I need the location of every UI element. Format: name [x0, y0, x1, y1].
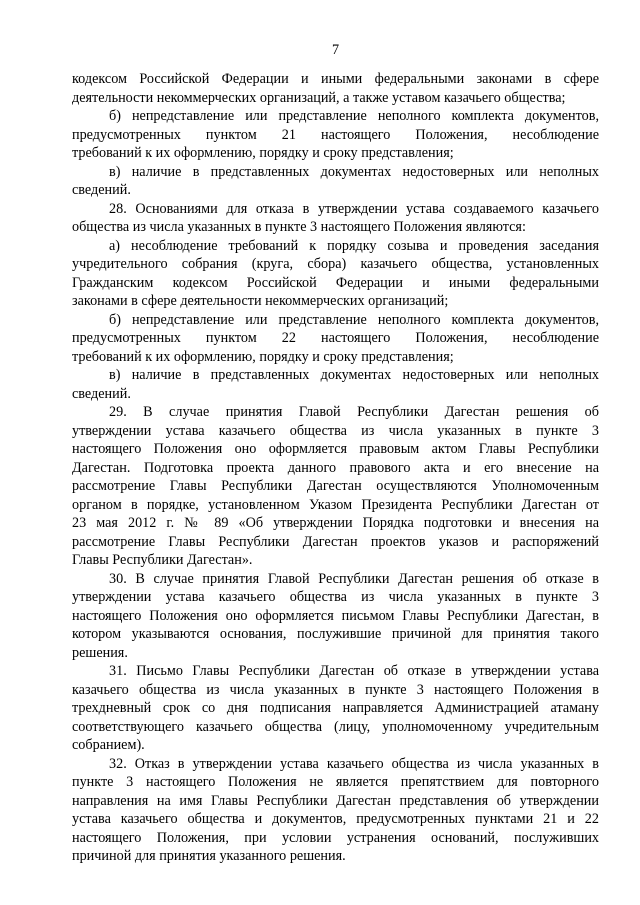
text-line: в) наличие в представленных документах недостоверных или неполных — [109, 163, 599, 180]
paragraph-28a — [72, 237, 599, 311]
paragraph-28v — [72, 366, 599, 403]
text-line: законами в сфере деятельности некоммерческих организаций; — [72, 293, 449, 309]
text-line: сведений. — [72, 385, 131, 402]
text-line: направления на имя Главы Республики Дагестан представления об утверждении — [72, 792, 599, 809]
text-line: соответствующего казачьего общества (лицу, уполномоченному учредительным — [72, 718, 599, 735]
paragraph-29 — [72, 403, 599, 570]
text-line: предусмотренных пунктом 22 настоящего Положения, несоблюдение — [72, 330, 599, 346]
paragraph-cont — [72, 70, 599, 107]
text-line: органом в порядке, установленном Указом Президента Республики Дагестан от — [72, 496, 599, 513]
text-line: предусмотренных пунктом 21 настоящего Положения, несоблюдение — [72, 126, 599, 143]
paragraph-31 — [72, 662, 599, 755]
text-line: трехдневный срок со дня подписания направляется Администрацией атаману — [72, 700, 599, 716]
text-line: а) несоблюдение требований к порядку созыва и проведения заседания — [109, 237, 599, 254]
paragraph-28 — [72, 200, 599, 237]
text-line: настоящего Положения оно оформляется правовым актом Главы Республики — [72, 441, 599, 457]
document-body — [72, 70, 599, 866]
text-line: Главы Республики Дагестан». — [72, 552, 253, 568]
text-line: в) наличие в представленных документах недостоверных или неполных — [109, 367, 599, 383]
text-line: 28. Основаниями для отказа в утверждении устава создаваемого казачьего — [109, 200, 599, 217]
text-line: 29. В случае принятия Главой Республики Дагестан решения об — [109, 404, 599, 420]
text-line: решения. — [72, 644, 128, 661]
text-line: требований к их оформлению, порядку и сроку представления; — [72, 348, 454, 365]
text-line: сведений. — [72, 182, 131, 198]
text-line: 30. В случае принятия Главой Республики Дагестан решения об отказе в — [109, 570, 599, 587]
text-line: б) непредставление или представление неполного комплекта документов, — [109, 311, 599, 328]
paragraph-27b — [72, 107, 599, 163]
paragraph-30 — [72, 570, 599, 663]
text-line: 32. Отказ в утверждении устава казачьего общества из числа указанных в — [109, 755, 599, 772]
text-line: рассмотрение Главы Республики Дагестан осуществляются Уполномоченным — [72, 478, 599, 494]
text-line: пункте 3 настоящего Положения не является препятствием для повторного — [72, 774, 599, 790]
text-line: утверждении устава казачьего общества из числа указанных в пункте 3 — [72, 422, 599, 439]
text-line: утверждении устава казачьего общества из числа указанных в пункте 3 — [72, 589, 599, 605]
text-line: общества из числа указанных в пункте 3 настоящего Положения являются: — [72, 219, 526, 235]
text-line: 23 мая 2012 г. № 89 «Об утверждении Порядка подготовки и внесения на — [72, 515, 599, 531]
text-line: собранием). — [72, 737, 145, 753]
paragraph-27v — [72, 163, 599, 200]
page-number: 7 — [331, 42, 340, 58]
text-line: Гражданским кодексом Российской Федерации и иными федеральными — [72, 274, 599, 291]
text-line: настоящего Положения, при условии устранения оснований, послуживших — [72, 829, 599, 846]
text-line: казачьего общества из числа указанных в пункте 3 настоящего Положения в — [72, 681, 599, 698]
text-line: учредительного собрания (круга, сбора) казачьего общества, установленных — [72, 256, 599, 272]
text-line: требований к их оформлению, порядку и сроку представления; — [72, 145, 454, 161]
text-line: Дагестан. Подготовка проекта данного правового акта и его внесение на — [72, 459, 599, 476]
text-line: причиной для принятия указанного решения. — [72, 848, 346, 864]
document-page — [72, 38, 599, 866]
text-line: рассмотрение Главы Республики Дагестан проектов указов и распоряжений — [72, 533, 599, 550]
text-line: кодексом Российской Федерации и иными федеральными законами в сфере — [72, 71, 599, 87]
text-line: котором указываются основания, послужившие причиной для принятия такого — [72, 626, 599, 642]
text-line: деятельности некоммерческих организаций, а также уставом казачьего общества; — [72, 89, 566, 106]
paragraph-28b — [72, 311, 599, 367]
text-line: б) непредставление или представление неполного комплекта документов, — [109, 108, 599, 124]
text-line: 31. Письмо Главы Республики Дагестан об отказе в утверждении устава — [109, 663, 599, 679]
paragraph-32 — [72, 755, 599, 866]
text-line: устава казачьего общества и документов, предусмотренных пунктами 21 и 22 — [72, 811, 599, 827]
text-line: настоящего Положения оно оформляется письмом Главы Республики Дагестан, в — [72, 607, 599, 624]
